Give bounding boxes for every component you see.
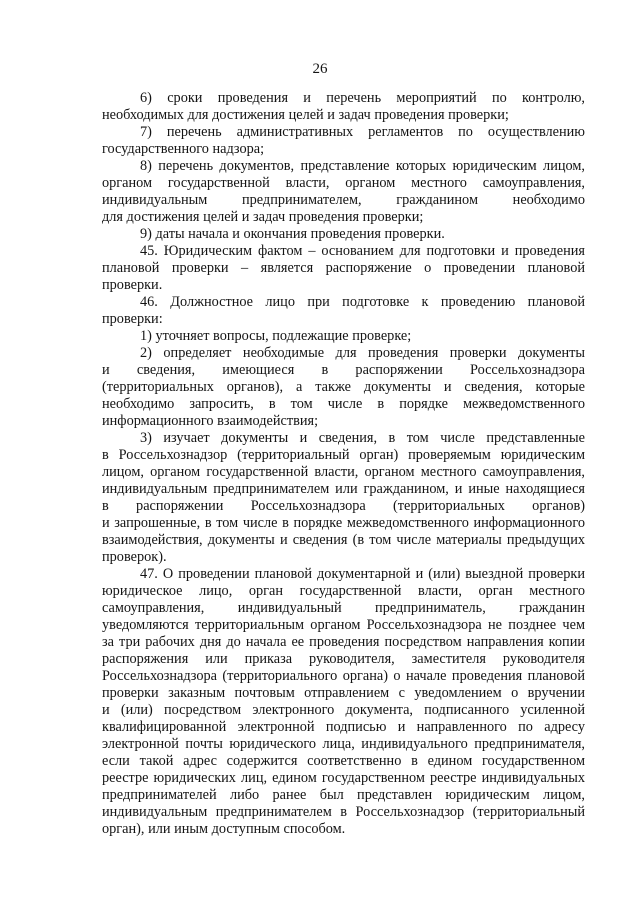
text-line: 3) изучает документы и сведения, в том числе представленные <box>140 430 585 446</box>
text-line: проверки. <box>102 277 163 293</box>
text-line: квалифицированной электронной подписью и направленного по адресу <box>102 719 585 735</box>
text-line: 8) перечень документов, представление которых юридическим лицом, <box>140 158 585 174</box>
paragraph <box>102 124 585 158</box>
text-line: 46. Должностное лицо при подготовке к проведению плановой <box>140 294 585 310</box>
text-line: проверки заказным почтовым отправлением с уведомлением о вручении <box>102 685 585 701</box>
text-line: 9) даты начала и окончания проведения проверки. <box>140 226 445 242</box>
text-line: 45. Юридическим фактом – основанием для подготовки и проведения <box>140 243 585 259</box>
text-line: 47. О проведении плановой документарной и (или) выездной проверки <box>140 566 585 582</box>
text-line: 7) перечень административных регламентов по осуществлению <box>140 124 585 140</box>
text-line: если такой адрес содержится соответственно в едином государственном <box>102 753 585 769</box>
text-line: для достижения целей и задач проведения проверки; <box>102 209 424 225</box>
text-line: в распоряжении Россельхознадзора (территориальных органов) <box>102 498 585 514</box>
paragraph <box>102 90 585 124</box>
paragraph <box>102 226 585 243</box>
text-line: 2) определяет необходимые для проведения проверки документы <box>140 345 585 361</box>
text-line: и сведения, имеющиеся в распоряжении Россельхознадзора <box>102 362 585 378</box>
text-line: (территориальных органов), а также документы и сведения, которые <box>102 379 585 395</box>
text-line: государственного надзора; <box>102 141 265 157</box>
text-line: за три рабочих дня до начала ее проведения посредством направления копии <box>102 634 585 650</box>
paragraph <box>102 294 585 328</box>
text-line: самоуправления, индивидуальный предприниматель, гражданин <box>102 600 585 616</box>
text-line: 6) сроки проведения и перечень мероприятий по контролю, <box>140 90 585 106</box>
text-line: уведомляются территориальным органом Россельхознадзора не позднее чем <box>102 617 585 633</box>
text-line: электронной почты юридического лица, индивидуального предпринимателя, <box>102 736 585 752</box>
text-line: юридическое лицо, орган государственной власти, орган местного <box>102 583 585 599</box>
text-line: необходимых для достижения целей и задач проведения проверки; <box>102 107 509 123</box>
text-line: индивидуальным предпринимателем в Россельхознадзор (территориальный <box>102 804 585 820</box>
paragraph <box>102 345 585 430</box>
text-line: проверок). <box>102 549 167 565</box>
text-line: орган), или иным доступным способом. <box>102 821 346 837</box>
text-line: проверки: <box>102 311 163 327</box>
text-line: Россельхознадзора (территориального органа) о начале проведения плановой <box>102 668 585 684</box>
page-number: 26 <box>312 61 328 77</box>
paragraph <box>102 328 585 345</box>
text-line: взаимодействия, документы и сведения (в том числе материалы предыдущих <box>102 532 585 548</box>
text-line: предпринимателей либо ранее был представлен юридическим лицом, <box>102 787 585 803</box>
text-line: распоряжения или приказа руководителя, заместителя руководителя <box>102 651 585 667</box>
paragraph <box>102 243 585 294</box>
text-line: плановой проверки – является распоряжение о проведении плановой <box>102 260 585 276</box>
text-line: реестре юридических лиц, едином государственном реестре индивидуальных <box>102 770 585 786</box>
text-line: и (или) посредством электронного документа, подписанного усиленной <box>102 702 585 718</box>
text-line: органом государственной власти, органом местного самоуправления, <box>102 175 585 191</box>
text-line: индивидуальным предпринимателем или гражданином, и иные находящиеся <box>102 481 585 497</box>
text-line: индивидуальным предпринимателем, гражданином необходимо <box>102 192 585 208</box>
paragraph <box>102 158 585 226</box>
text-line: необходимо запросить, в том числе в порядке межведомственного <box>102 396 585 412</box>
paragraph <box>102 430 585 566</box>
text-line: информационного взаимодействия; <box>102 413 319 429</box>
document-body <box>102 90 585 838</box>
text-line: лицом, органом государственной власти, органом местного самоуправления, <box>102 464 585 480</box>
text-line: в Россельхознадзор (территориальный орган) проверяемым юридическим <box>102 447 585 463</box>
text-line: 1) уточняет вопросы, подлежащие проверке; <box>140 328 412 344</box>
paragraph <box>102 566 585 838</box>
text-line: и запрошенные, в том числе в порядке межведомственного информационного <box>102 515 585 531</box>
